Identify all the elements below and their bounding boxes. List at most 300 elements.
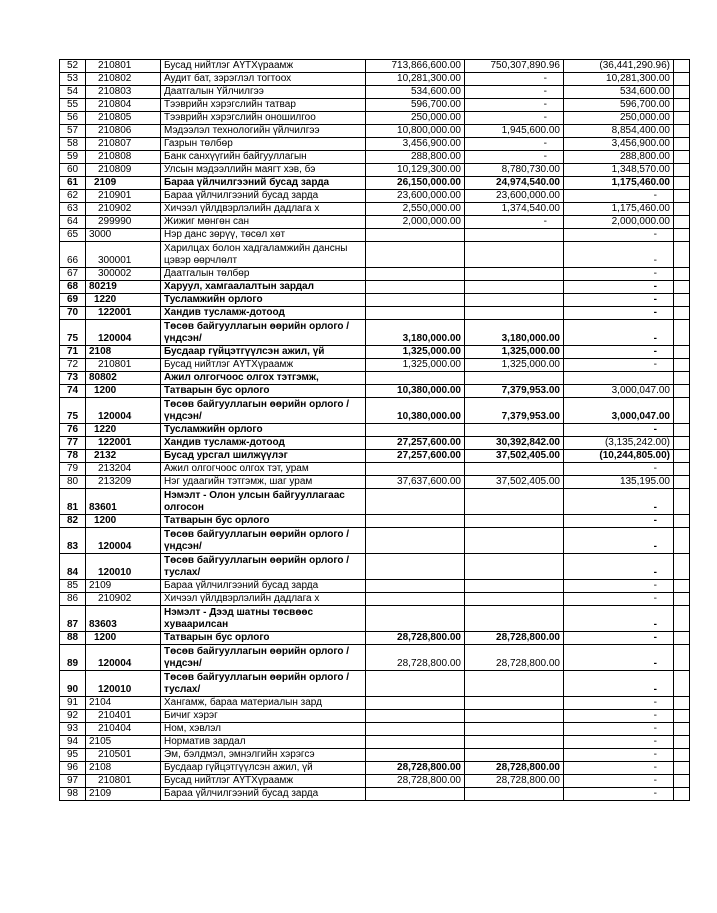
- plan-amount: 10,281,300.00: [366, 73, 465, 86]
- plan-amount: [366, 710, 465, 723]
- difference-amount: [564, 372, 674, 385]
- actual-amount: 1,325,000.00: [465, 346, 564, 359]
- actual-amount: [465, 788, 564, 801]
- account-name: Хичээл үйлдвэрлэлийн дадлага х: [161, 593, 366, 606]
- table-row: [60, 606, 690, 632]
- plan-amount: 596,700.00: [366, 99, 465, 112]
- plan-amount: [366, 697, 465, 710]
- plan-amount: [366, 515, 465, 528]
- row-number: 65: [60, 229, 86, 242]
- row-number: 85: [60, 580, 86, 593]
- actual-amount: -: [465, 138, 564, 151]
- row-number: 95: [60, 749, 86, 762]
- difference-amount: 1,175,460.00: [564, 203, 674, 216]
- row-number: 88: [60, 632, 86, 645]
- difference-amount: -: [564, 463, 674, 476]
- difference-amount: -: [564, 424, 674, 437]
- plan-amount: [366, 424, 465, 437]
- spare-cell: [674, 112, 690, 125]
- row-number: 53: [60, 73, 86, 86]
- row-number: 55: [60, 99, 86, 112]
- plan-amount: [366, 788, 465, 801]
- row-number: 67: [60, 268, 86, 281]
- account-name: Жижиг мөнгөн сан: [161, 216, 366, 229]
- row-number: 57: [60, 125, 86, 138]
- account-name: Ажил олгогчоос олгох тэт, урам: [161, 463, 366, 476]
- spare-cell: [674, 736, 690, 749]
- actual-amount: [465, 749, 564, 762]
- row-number: 56: [60, 112, 86, 125]
- row-number: 72: [60, 359, 86, 372]
- table-row: [60, 190, 690, 203]
- spare-cell: [674, 437, 690, 450]
- account-name: Хандив тусламж-дотоод: [161, 307, 366, 320]
- spare-cell: [674, 554, 690, 580]
- spare-cell: [674, 385, 690, 398]
- table-row: [60, 723, 690, 736]
- spare-cell: [674, 606, 690, 632]
- difference-amount: 3,000,047.00: [564, 398, 674, 424]
- spare-cell: [674, 450, 690, 463]
- account-name: Бусад урсгал шилжүүлэг: [161, 450, 366, 463]
- account-code: 210805: [86, 112, 161, 125]
- actual-amount: 750,307,890.96: [465, 60, 564, 73]
- difference-amount: -: [564, 580, 674, 593]
- account-name: Төсөв байгууллагын өөрийн орлого /үндсэн/: [161, 645, 366, 671]
- account-code: 122001: [86, 437, 161, 450]
- table-row: [60, 125, 690, 138]
- account-name: Бусад нийтлэг АҮТХүраамж: [161, 359, 366, 372]
- difference-amount: -: [564, 489, 674, 515]
- actual-amount: -: [465, 216, 564, 229]
- table-row: [60, 359, 690, 372]
- spare-cell: [674, 424, 690, 437]
- account-name: Хандив тусламж-дотоод: [161, 437, 366, 450]
- row-number: 58: [60, 138, 86, 151]
- plan-amount: 3,456,900.00: [366, 138, 465, 151]
- plan-amount: 37,637,600.00: [366, 476, 465, 489]
- spare-cell: [674, 476, 690, 489]
- difference-amount: (10,244,805.00): [564, 450, 674, 463]
- row-number: 63: [60, 203, 86, 216]
- row-number: 91: [60, 697, 86, 710]
- spare-cell: [674, 268, 690, 281]
- difference-amount: -: [564, 736, 674, 749]
- difference-amount: 3,000,047.00: [564, 385, 674, 398]
- spare-cell: [674, 762, 690, 775]
- row-number: 86: [60, 593, 86, 606]
- row-number: 75: [60, 398, 86, 424]
- difference-amount: -: [564, 359, 674, 372]
- difference-amount: -: [564, 788, 674, 801]
- spare-cell: [674, 164, 690, 177]
- spare-cell: [674, 138, 690, 151]
- account-code: 1220: [86, 294, 161, 307]
- actual-amount: 30,392,842.00: [465, 437, 564, 450]
- account-code: 210809: [86, 164, 161, 177]
- spare-cell: [674, 398, 690, 424]
- account-code: 210902: [86, 203, 161, 216]
- account-code: 3000: [86, 229, 161, 242]
- spare-cell: [674, 60, 690, 73]
- table-row: [60, 762, 690, 775]
- account-name: Татварын бус орлого: [161, 515, 366, 528]
- actual-amount: 28,728,800.00: [465, 645, 564, 671]
- actual-amount: 23,600,000.00: [465, 190, 564, 203]
- table-row: [60, 268, 690, 281]
- account-code: 2108: [86, 346, 161, 359]
- spare-cell: [674, 151, 690, 164]
- plan-amount: 28,728,800.00: [366, 762, 465, 775]
- actual-amount: -: [465, 99, 564, 112]
- actual-amount: 37,502,405.00: [465, 450, 564, 463]
- account-code: 2105: [86, 736, 161, 749]
- account-code: 2109: [86, 177, 161, 190]
- difference-amount: -: [564, 346, 674, 359]
- table-row: [60, 476, 690, 489]
- difference-amount: -: [564, 762, 674, 775]
- account-code: 210804: [86, 99, 161, 112]
- account-code: 120004: [86, 645, 161, 671]
- spare-cell: [674, 125, 690, 138]
- plan-amount: [366, 229, 465, 242]
- spare-cell: [674, 294, 690, 307]
- spare-cell: [674, 307, 690, 320]
- table-row: [60, 177, 690, 190]
- plan-amount: [366, 372, 465, 385]
- spare-cell: [674, 359, 690, 372]
- row-number: 71: [60, 346, 86, 359]
- difference-amount: -: [564, 632, 674, 645]
- difference-amount: (3,135,242.00): [564, 437, 674, 450]
- account-name: Бараа үйлчилгээний бусад зарда: [161, 177, 366, 190]
- plan-amount: 1,325,000.00: [366, 359, 465, 372]
- plan-amount: 2,000,000.00: [366, 216, 465, 229]
- account-code: 83601: [86, 489, 161, 515]
- account-code: 83603: [86, 606, 161, 632]
- row-number: 89: [60, 645, 86, 671]
- account-code: 2109: [86, 580, 161, 593]
- plan-amount: [366, 307, 465, 320]
- row-number: 62: [60, 190, 86, 203]
- actual-amount: [465, 671, 564, 697]
- table-row: [60, 86, 690, 99]
- table-row: [60, 99, 690, 112]
- actual-amount: [465, 307, 564, 320]
- table-row: [60, 788, 690, 801]
- account-code: 120010: [86, 554, 161, 580]
- table-row: [60, 203, 690, 216]
- table-row: [60, 60, 690, 73]
- spare-cell: [674, 177, 690, 190]
- plan-amount: 27,257,600.00: [366, 437, 465, 450]
- plan-amount: [366, 736, 465, 749]
- spare-cell: [674, 73, 690, 86]
- table-row: [60, 710, 690, 723]
- plan-amount: [366, 749, 465, 762]
- plan-amount: 10,800,000.00: [366, 125, 465, 138]
- account-name: Нэмэлт - Дээд шатны төсвөөс хуваарилсан: [161, 606, 366, 632]
- row-number: 80: [60, 476, 86, 489]
- plan-amount: [366, 281, 465, 294]
- account-code: 210801: [86, 775, 161, 788]
- spare-cell: [674, 632, 690, 645]
- actual-amount: -: [465, 86, 564, 99]
- row-number: 96: [60, 762, 86, 775]
- table-row: [60, 281, 690, 294]
- account-name: Бараа үйлчилгээний бусад зарда: [161, 788, 366, 801]
- account-name: Тусламжийн орлого: [161, 424, 366, 437]
- row-number: 97: [60, 775, 86, 788]
- difference-amount: -: [564, 307, 674, 320]
- plan-amount: 10,380,000.00: [366, 385, 465, 398]
- spare-cell: [674, 671, 690, 697]
- account-name: Төсөв байгууллагын өөрийн орлого /туслах/: [161, 554, 366, 580]
- spare-cell: [674, 489, 690, 515]
- actual-amount: [465, 515, 564, 528]
- table-row: [60, 593, 690, 606]
- plan-amount: 2,550,000.00: [366, 203, 465, 216]
- spare-cell: [674, 86, 690, 99]
- account-name: Нэг удаагийн тэтгэмж, шаг урам: [161, 476, 366, 489]
- row-number: 90: [60, 671, 86, 697]
- table-row: [60, 151, 690, 164]
- row-number: 81: [60, 489, 86, 515]
- difference-amount: -: [564, 320, 674, 346]
- row-number: 87: [60, 606, 86, 632]
- spare-cell: [674, 320, 690, 346]
- account-code: 210808: [86, 151, 161, 164]
- actual-amount: 7,379,953.00: [465, 385, 564, 398]
- plan-amount: 713,866,600.00: [366, 60, 465, 73]
- row-number: 93: [60, 723, 86, 736]
- difference-amount: 8,854,400.00: [564, 125, 674, 138]
- plan-amount: 23,600,000.00: [366, 190, 465, 203]
- row-number: 66: [60, 242, 86, 268]
- row-number: 83: [60, 528, 86, 554]
- account-code: 210401: [86, 710, 161, 723]
- row-number: 94: [60, 736, 86, 749]
- difference-amount: -: [564, 671, 674, 697]
- account-code: 213209: [86, 476, 161, 489]
- difference-amount: -: [564, 528, 674, 554]
- row-number: 60: [60, 164, 86, 177]
- account-name: Ном, хэвлэл: [161, 723, 366, 736]
- actual-amount: [465, 229, 564, 242]
- spare-cell: [674, 203, 690, 216]
- spare-cell: [674, 528, 690, 554]
- actual-amount: 7,379,953.00: [465, 398, 564, 424]
- spare-cell: [674, 749, 690, 762]
- difference-amount: -: [564, 749, 674, 762]
- account-name: Норматив зардал: [161, 736, 366, 749]
- difference-amount: -: [564, 710, 674, 723]
- row-number: 77: [60, 437, 86, 450]
- actual-amount: 1,945,600.00: [465, 125, 564, 138]
- spare-cell: [674, 580, 690, 593]
- plan-amount: 250,000.00: [366, 112, 465, 125]
- account-code: 120004: [86, 320, 161, 346]
- difference-amount: 1,175,460.00: [564, 177, 674, 190]
- account-code: 210802: [86, 73, 161, 86]
- actual-amount: [465, 723, 564, 736]
- table-row: [60, 554, 690, 580]
- difference-amount: -: [564, 593, 674, 606]
- plan-amount: [366, 268, 465, 281]
- account-name: Бусад нийтлэг АҮТХүраамж: [161, 60, 366, 73]
- plan-amount: 26,150,000.00: [366, 177, 465, 190]
- plan-amount: 10,380,000.00: [366, 398, 465, 424]
- actual-amount: [465, 489, 564, 515]
- spare-cell: [674, 463, 690, 476]
- plan-amount: 1,325,000.00: [366, 346, 465, 359]
- account-name: Даатгалын Үйлчилгээ: [161, 86, 366, 99]
- spare-cell: [674, 216, 690, 229]
- account-code: 210801: [86, 359, 161, 372]
- spare-cell: [674, 645, 690, 671]
- table-row: [60, 294, 690, 307]
- actual-amount: 1,374,540.00: [465, 203, 564, 216]
- row-number: 79: [60, 463, 86, 476]
- row-number: 75: [60, 320, 86, 346]
- account-name: Төсөв байгууллагын өөрийн орлого /үндсэн/: [161, 528, 366, 554]
- plan-amount: [366, 723, 465, 736]
- account-code: 1200: [86, 515, 161, 528]
- actual-amount: [465, 268, 564, 281]
- row-number: 78: [60, 450, 86, 463]
- table-row: [60, 242, 690, 268]
- plan-amount: [366, 580, 465, 593]
- difference-amount: 288,800.00: [564, 151, 674, 164]
- row-number: 84: [60, 554, 86, 580]
- table-row: [60, 528, 690, 554]
- account-code: 210806: [86, 125, 161, 138]
- account-name: Нэмэлт - Олон улсын байгууллагаас олгосон: [161, 489, 366, 515]
- actual-amount: [465, 463, 564, 476]
- actual-amount: [465, 554, 564, 580]
- account-name: Тусламжийн орлого: [161, 294, 366, 307]
- account-name: Банк санхүүгийн байгууллагын: [161, 151, 366, 164]
- row-number: 61: [60, 177, 86, 190]
- actual-amount: 3,180,000.00: [465, 320, 564, 346]
- difference-amount: -: [564, 554, 674, 580]
- plan-amount: 534,600.00: [366, 86, 465, 99]
- account-name: Улсын мэдээллийн маягт хэв, бэ: [161, 164, 366, 177]
- plan-amount: [366, 463, 465, 476]
- difference-amount: -: [564, 242, 674, 268]
- table-row: [60, 164, 690, 177]
- difference-amount: 1,348,570.00: [564, 164, 674, 177]
- table-row: [60, 216, 690, 229]
- plan-amount: [366, 671, 465, 697]
- account-name: Эм, бэлдмэл, эмнэлгийн хэрэгсэ: [161, 749, 366, 762]
- spare-cell: [674, 346, 690, 359]
- spare-cell: [674, 788, 690, 801]
- difference-amount: 135,195.00: [564, 476, 674, 489]
- account-code: 210807: [86, 138, 161, 151]
- account-name: Хангамж, бараа материалын зард: [161, 697, 366, 710]
- plan-amount: [366, 606, 465, 632]
- account-code: 122001: [86, 307, 161, 320]
- spare-cell: [674, 723, 690, 736]
- account-name: Газрын төлбөр: [161, 138, 366, 151]
- actual-amount: 37,502,405.00: [465, 476, 564, 489]
- account-name: Нэр данс зөрүү, төсөл хөт: [161, 229, 366, 242]
- actual-amount: [465, 593, 564, 606]
- row-number: 52: [60, 60, 86, 73]
- table-row: [60, 73, 690, 86]
- difference-amount: 2,000,000.00: [564, 216, 674, 229]
- account-code: 80219: [86, 281, 161, 294]
- actual-amount: [465, 736, 564, 749]
- account-name: Төсөв байгууллагын өөрийн орлого /үндсэн/: [161, 398, 366, 424]
- spare-cell: [674, 229, 690, 242]
- account-code: 120004: [86, 398, 161, 424]
- table-row: [60, 632, 690, 645]
- row-number: 76: [60, 424, 86, 437]
- actual-amount: 28,728,800.00: [465, 762, 564, 775]
- row-number: 54: [60, 86, 86, 99]
- spare-cell: [674, 99, 690, 112]
- account-name: Бусад нийтлэг АҮТХүраамж: [161, 775, 366, 788]
- table-row: [60, 736, 690, 749]
- table-row: [60, 437, 690, 450]
- account-code: 210902: [86, 593, 161, 606]
- difference-amount: -: [564, 294, 674, 307]
- account-name: Бараа үйлчилгээний бусад зарда: [161, 190, 366, 203]
- plan-amount: 28,728,800.00: [366, 645, 465, 671]
- difference-amount: 596,700.00: [564, 99, 674, 112]
- account-code: 210901: [86, 190, 161, 203]
- account-name: Ажил олгогчоос олгох тэтгэмж,: [161, 372, 366, 385]
- account-code: 2132: [86, 450, 161, 463]
- table-row: [60, 229, 690, 242]
- difference-amount: -: [564, 229, 674, 242]
- account-code: 1200: [86, 385, 161, 398]
- spare-cell: [674, 372, 690, 385]
- actual-amount: -: [465, 151, 564, 164]
- table-row: [60, 749, 690, 762]
- difference-amount: 3,456,900.00: [564, 138, 674, 151]
- account-name: Тээврийн хэрэгслийн оношилгоо: [161, 112, 366, 125]
- account-name: Татварын бус орлого: [161, 385, 366, 398]
- table-row: [60, 138, 690, 151]
- budget-table: [59, 59, 690, 801]
- account-code: 1220: [86, 424, 161, 437]
- plan-amount: 27,257,600.00: [366, 450, 465, 463]
- account-code: 210501: [86, 749, 161, 762]
- account-name: Мэдээлэл технологийн үйлчилгээ: [161, 125, 366, 138]
- account-name: Тээврийн хэрэгслийн татвар: [161, 99, 366, 112]
- account-code: 210801: [86, 60, 161, 73]
- account-name: Төсөв байгууллагын өөрийн орлого /үндсэн/: [161, 320, 366, 346]
- plan-amount: 28,728,800.00: [366, 775, 465, 788]
- difference-amount: 534,600.00: [564, 86, 674, 99]
- table-row: [60, 320, 690, 346]
- spare-cell: [674, 242, 690, 268]
- table-row: [60, 463, 690, 476]
- plan-amount: 28,728,800.00: [366, 632, 465, 645]
- table-row: [60, 307, 690, 320]
- actual-amount: 28,728,800.00: [465, 775, 564, 788]
- table-row: [60, 385, 690, 398]
- table-row: [60, 424, 690, 437]
- difference-amount: 250,000.00: [564, 112, 674, 125]
- account-code: 1200: [86, 632, 161, 645]
- spare-cell: [674, 697, 690, 710]
- actual-amount: [465, 710, 564, 723]
- table-row: [60, 398, 690, 424]
